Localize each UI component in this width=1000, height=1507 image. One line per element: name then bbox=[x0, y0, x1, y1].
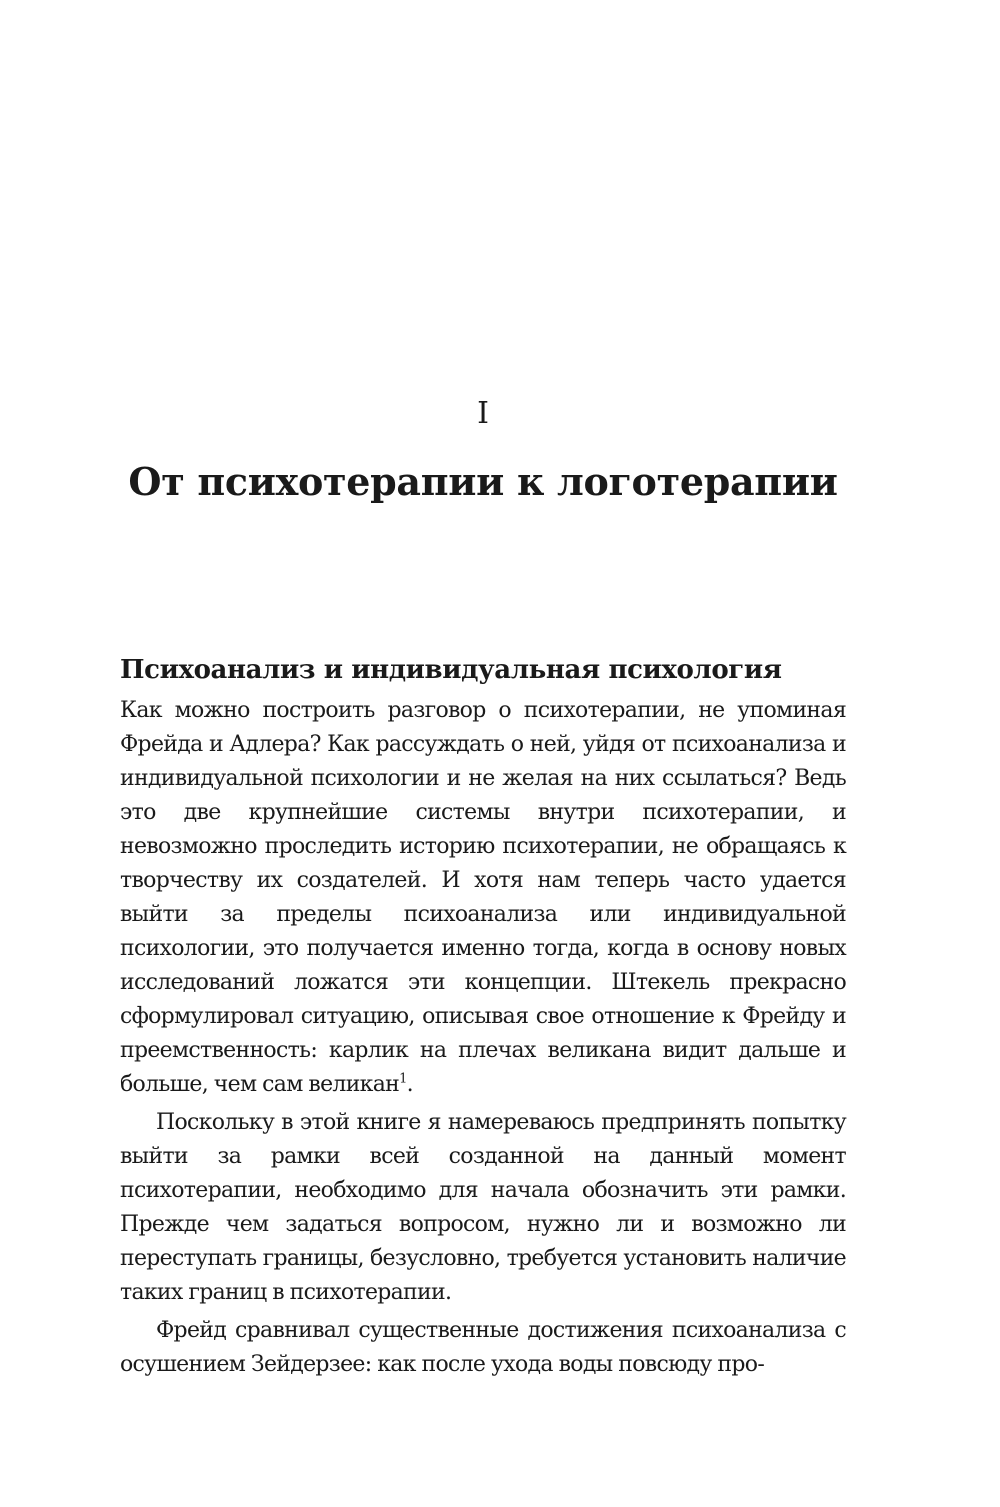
chapter-number: I bbox=[477, 396, 489, 431]
paragraph-3-text: Фрейд сравнивал существенные достижения психоанализа с осушением Зейдерзее: как после ухода воды повсюду про- bbox=[120, 1318, 846, 1377]
paragraph-2-text: Поскольку в этой книге я намереваюсь предпринять попытку выйти за рамки всей созданной на данный момент психотерапии, необходимо для начала обозначить эти рамки. Прежде чем задаться вопросом, нужно ли и возможно ли переступать границы, безусловно, требуется установить наличие таких границ в психотерапии. bbox=[120, 1110, 846, 1305]
section-heading: Психоанализ и индивидуальная психология bbox=[120, 655, 782, 685]
paragraph-2 bbox=[120, 1106, 846, 1310]
footnote-marker[interactable]: 1 bbox=[399, 1071, 407, 1087]
main-text bbox=[120, 652, 846, 1382]
paragraph-1-end: . bbox=[406, 1072, 413, 1097]
paragraph-3 bbox=[120, 1314, 846, 1382]
paragraph-1-text: Как можно построить разговор о психотерапии, не упоминая Фрейда и Адлера? Как рассуждать о ней, уйдя от психоанализа и индивидуальной психологии и не желая на них ссылаться? Ведь это две крупнейшие системы внутри психотерапии, и невозможно проследить историю психотерапии, не обращаясь к творчеству их создателей. И хотя нам теперь часто удается выйти за пределы психоанализа или индивидуальной психологии, это получается именно тогда, когда в основу новых исследований ложатся эти концепции. Штекель прекрасно сформулировал ситуацию, описывая свое отношение к Фрейду и преемственность: карлик на плечах великана видит дальше и больше, чем сам великан bbox=[120, 698, 846, 1097]
chapter-title: От психотерапии к логотерапии bbox=[128, 459, 838, 504]
paragraph-1 bbox=[120, 694, 846, 1102]
